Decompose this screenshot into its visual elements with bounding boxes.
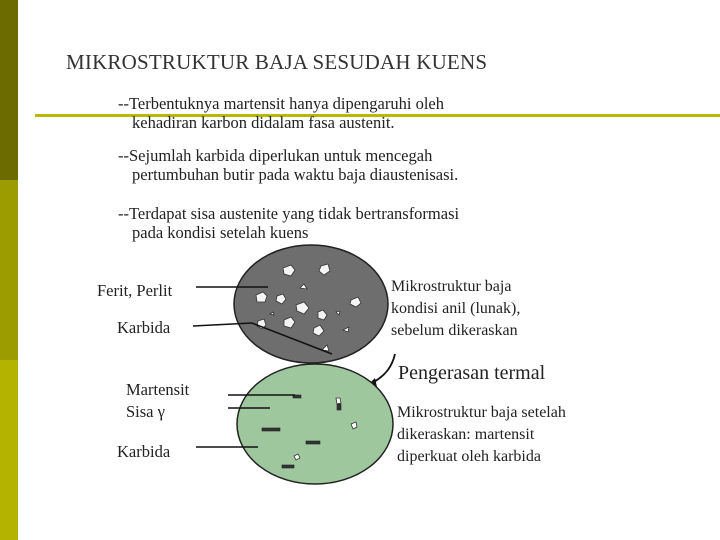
- slide-title: MIKROSTRUKTUR BAJA SESUDAH KUENS: [66, 50, 488, 74]
- label-martensit: Martensit: [126, 380, 190, 399]
- hardened-description: [397, 402, 566, 468]
- hardened-description-line-1: Mikrostruktur baja setelah: [397, 404, 566, 421]
- hardened-description-line-3: diperkuat oleh karbida: [397, 448, 541, 465]
- bullet-2-line-2: pertumbuhan butir pada waktu baja diaustenisasi.: [132, 165, 459, 184]
- bullet-3-line-2: pada kondisi setelah kuens: [132, 223, 309, 242]
- label-ferit-perlit: Ferit, Perlit: [97, 281, 173, 300]
- bullet-3-line-1: --Terdapat sisa austenite yang tidak bertransformasi: [118, 204, 460, 223]
- annealed-description-line-3: sebelum dikeraskan: [391, 322, 518, 339]
- annealed-description-line-1: Mikrostruktur baja: [391, 278, 512, 295]
- bullet-1-line-2: kehadiran karbon didalam fasa austenit.: [132, 113, 395, 132]
- transition-arrow: [372, 354, 395, 383]
- hardened-microstructure-circle: [237, 364, 393, 484]
- annealed-description-line-2: kondisi anil (lunak),: [391, 300, 521, 317]
- label-sisa-gamma: Sisa γ: [126, 402, 165, 421]
- label-karbida-top: Karbida: [117, 318, 171, 337]
- bullet-1-line-1: --Terbentuknya martensit hanya dipengaruhi oleh: [118, 94, 444, 113]
- bullet-2-line-1: --Sejumlah karbida diperlukan untuk mencegah: [118, 146, 433, 165]
- label-karbida-bottom: Karbida: [117, 442, 171, 461]
- transition-label: Pengerasan termal: [398, 362, 546, 384]
- annealed-description: [391, 276, 520, 342]
- hardened-description-line-2: dikeraskan: martensit: [397, 426, 535, 443]
